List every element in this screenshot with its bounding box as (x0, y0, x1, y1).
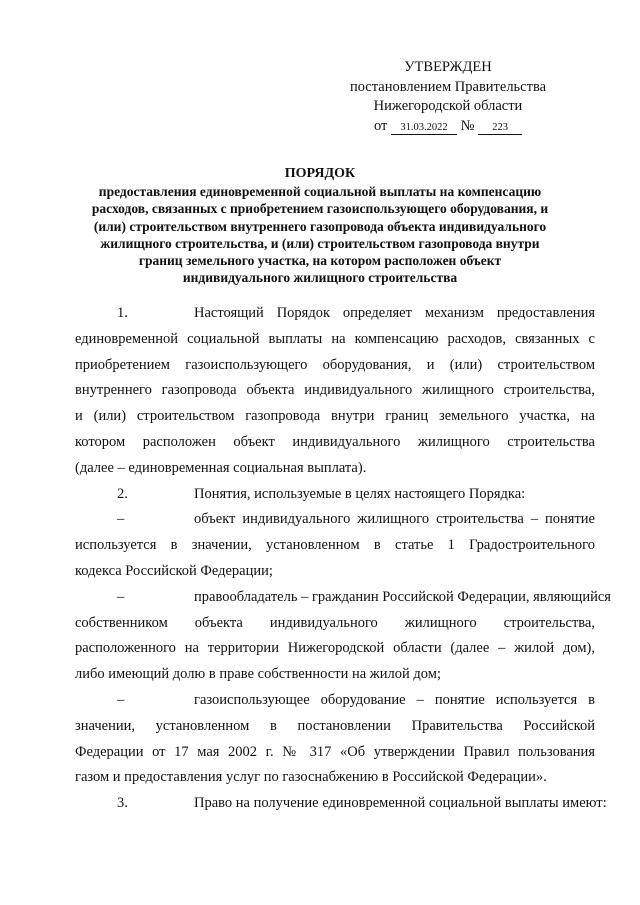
paragraph-line: газом и предоставления услуг по газоснабжению в Российской Федерации». (75, 769, 547, 786)
paragraph-line: котором расположен объект индивидуального жилищного строительства (75, 433, 595, 450)
paragraph-text: Право на получение единовременной социальной выплаты имеют: (194, 795, 607, 812)
paragraph-text: Понятия, используемые в целях настоящего Порядка: (194, 485, 526, 502)
paragraph-line: расположенного на территории Нижегородской области (далее – жилой дом), (75, 640, 595, 657)
paragraph-1 (75, 301, 595, 482)
paragraph-line: Федерации от 17 мая 2002 г. № 317 «Об утверждении Правил пользования (75, 743, 595, 760)
from-label: от (373, 117, 388, 134)
definition-1 (75, 507, 595, 584)
list-dash: – (117, 588, 125, 605)
decree-number: 223 (478, 121, 522, 135)
title-line: жилищного строительства, и (или) строительством газопровода внутри (100, 235, 540, 251)
list-dash: – (117, 511, 125, 528)
number-label: № (460, 117, 475, 134)
decree-date: 31.03.2022 (391, 121, 457, 135)
approved-by-line: постановлением Правительства (349, 78, 547, 95)
title-line: границ земельного участка, на котором расположен объект (138, 253, 502, 269)
paragraph-line: значении, установленном в постановлении Правительства Российской (75, 717, 595, 734)
paragraph-number: 1. (117, 305, 128, 321)
list-dash: – (117, 691, 125, 708)
decree-date-line (340, 117, 556, 137)
title-line: индивидуального жилищного строительства (182, 270, 458, 286)
paragraph-line: (далее – единовременная социальная выплата). (75, 459, 367, 476)
region-line: Нижегородской области (373, 98, 523, 114)
paragraph-3 (75, 791, 607, 817)
paragraph-line: собственником объекта индивидуального жилищного строительства, (75, 614, 595, 631)
paragraph-line: приобретением газоиспользующего оборудования, и (или) строительством (75, 356, 595, 373)
paragraph-first-line (75, 688, 595, 714)
approved-heading: УТВЕРЖДЕН (404, 59, 492, 75)
paragraph-first-line (75, 791, 607, 817)
definition-3 (75, 688, 595, 791)
paragraph-text: правообладатель – гражданин Российской Федерации, являющийся (194, 588, 611, 605)
title-main: ПОРЯДОК (284, 166, 356, 181)
paragraph-text: объект индивидуального жилищного строительства – понятие (194, 511, 595, 528)
paragraph-line: кодекса Российской Федерации; (75, 562, 273, 579)
paragraph-text: газоиспользующее оборудование – понятие используется в (194, 691, 595, 708)
document-title (60, 165, 580, 286)
paragraph-line: внутреннего газопровода объекта индивидуального жилищного строительства, (75, 382, 595, 399)
paragraph-first-line (75, 301, 595, 327)
title-line: предоставления единовременной социальной выплаты на компенсацию (98, 184, 542, 200)
paragraph-line: единовременной социальной выплаты на компенсацию расходов, связанных с (75, 330, 595, 347)
paragraph-first-line (75, 507, 595, 533)
paragraph-number: 2. (117, 485, 128, 502)
definition-2 (75, 585, 611, 688)
paragraph-line: либо имеющий долю в праве собственности на жилой дом; (75, 666, 441, 683)
paragraph-first-line (75, 482, 595, 508)
paragraph-number: 3. (117, 795, 128, 812)
paragraph-line: и (или) строительством газопровода внутри границ земельного участка, на (75, 408, 595, 425)
title-line: (или) строительством внутреннего газопровода объекта индивидуального (93, 218, 547, 234)
paragraph-text: Настоящий Порядок определяет механизм предоставления (194, 305, 595, 321)
paragraph-line: используется в значении, установленном в статье 1 Градостроительного (75, 537, 595, 554)
paragraph-first-line (75, 585, 611, 611)
approval-stamp (340, 58, 556, 136)
document-body (75, 301, 611, 817)
title-line: расходов, связанных с приобретением газоиспользующего оборудования, и (91, 201, 549, 217)
paragraph-2 (75, 482, 595, 508)
